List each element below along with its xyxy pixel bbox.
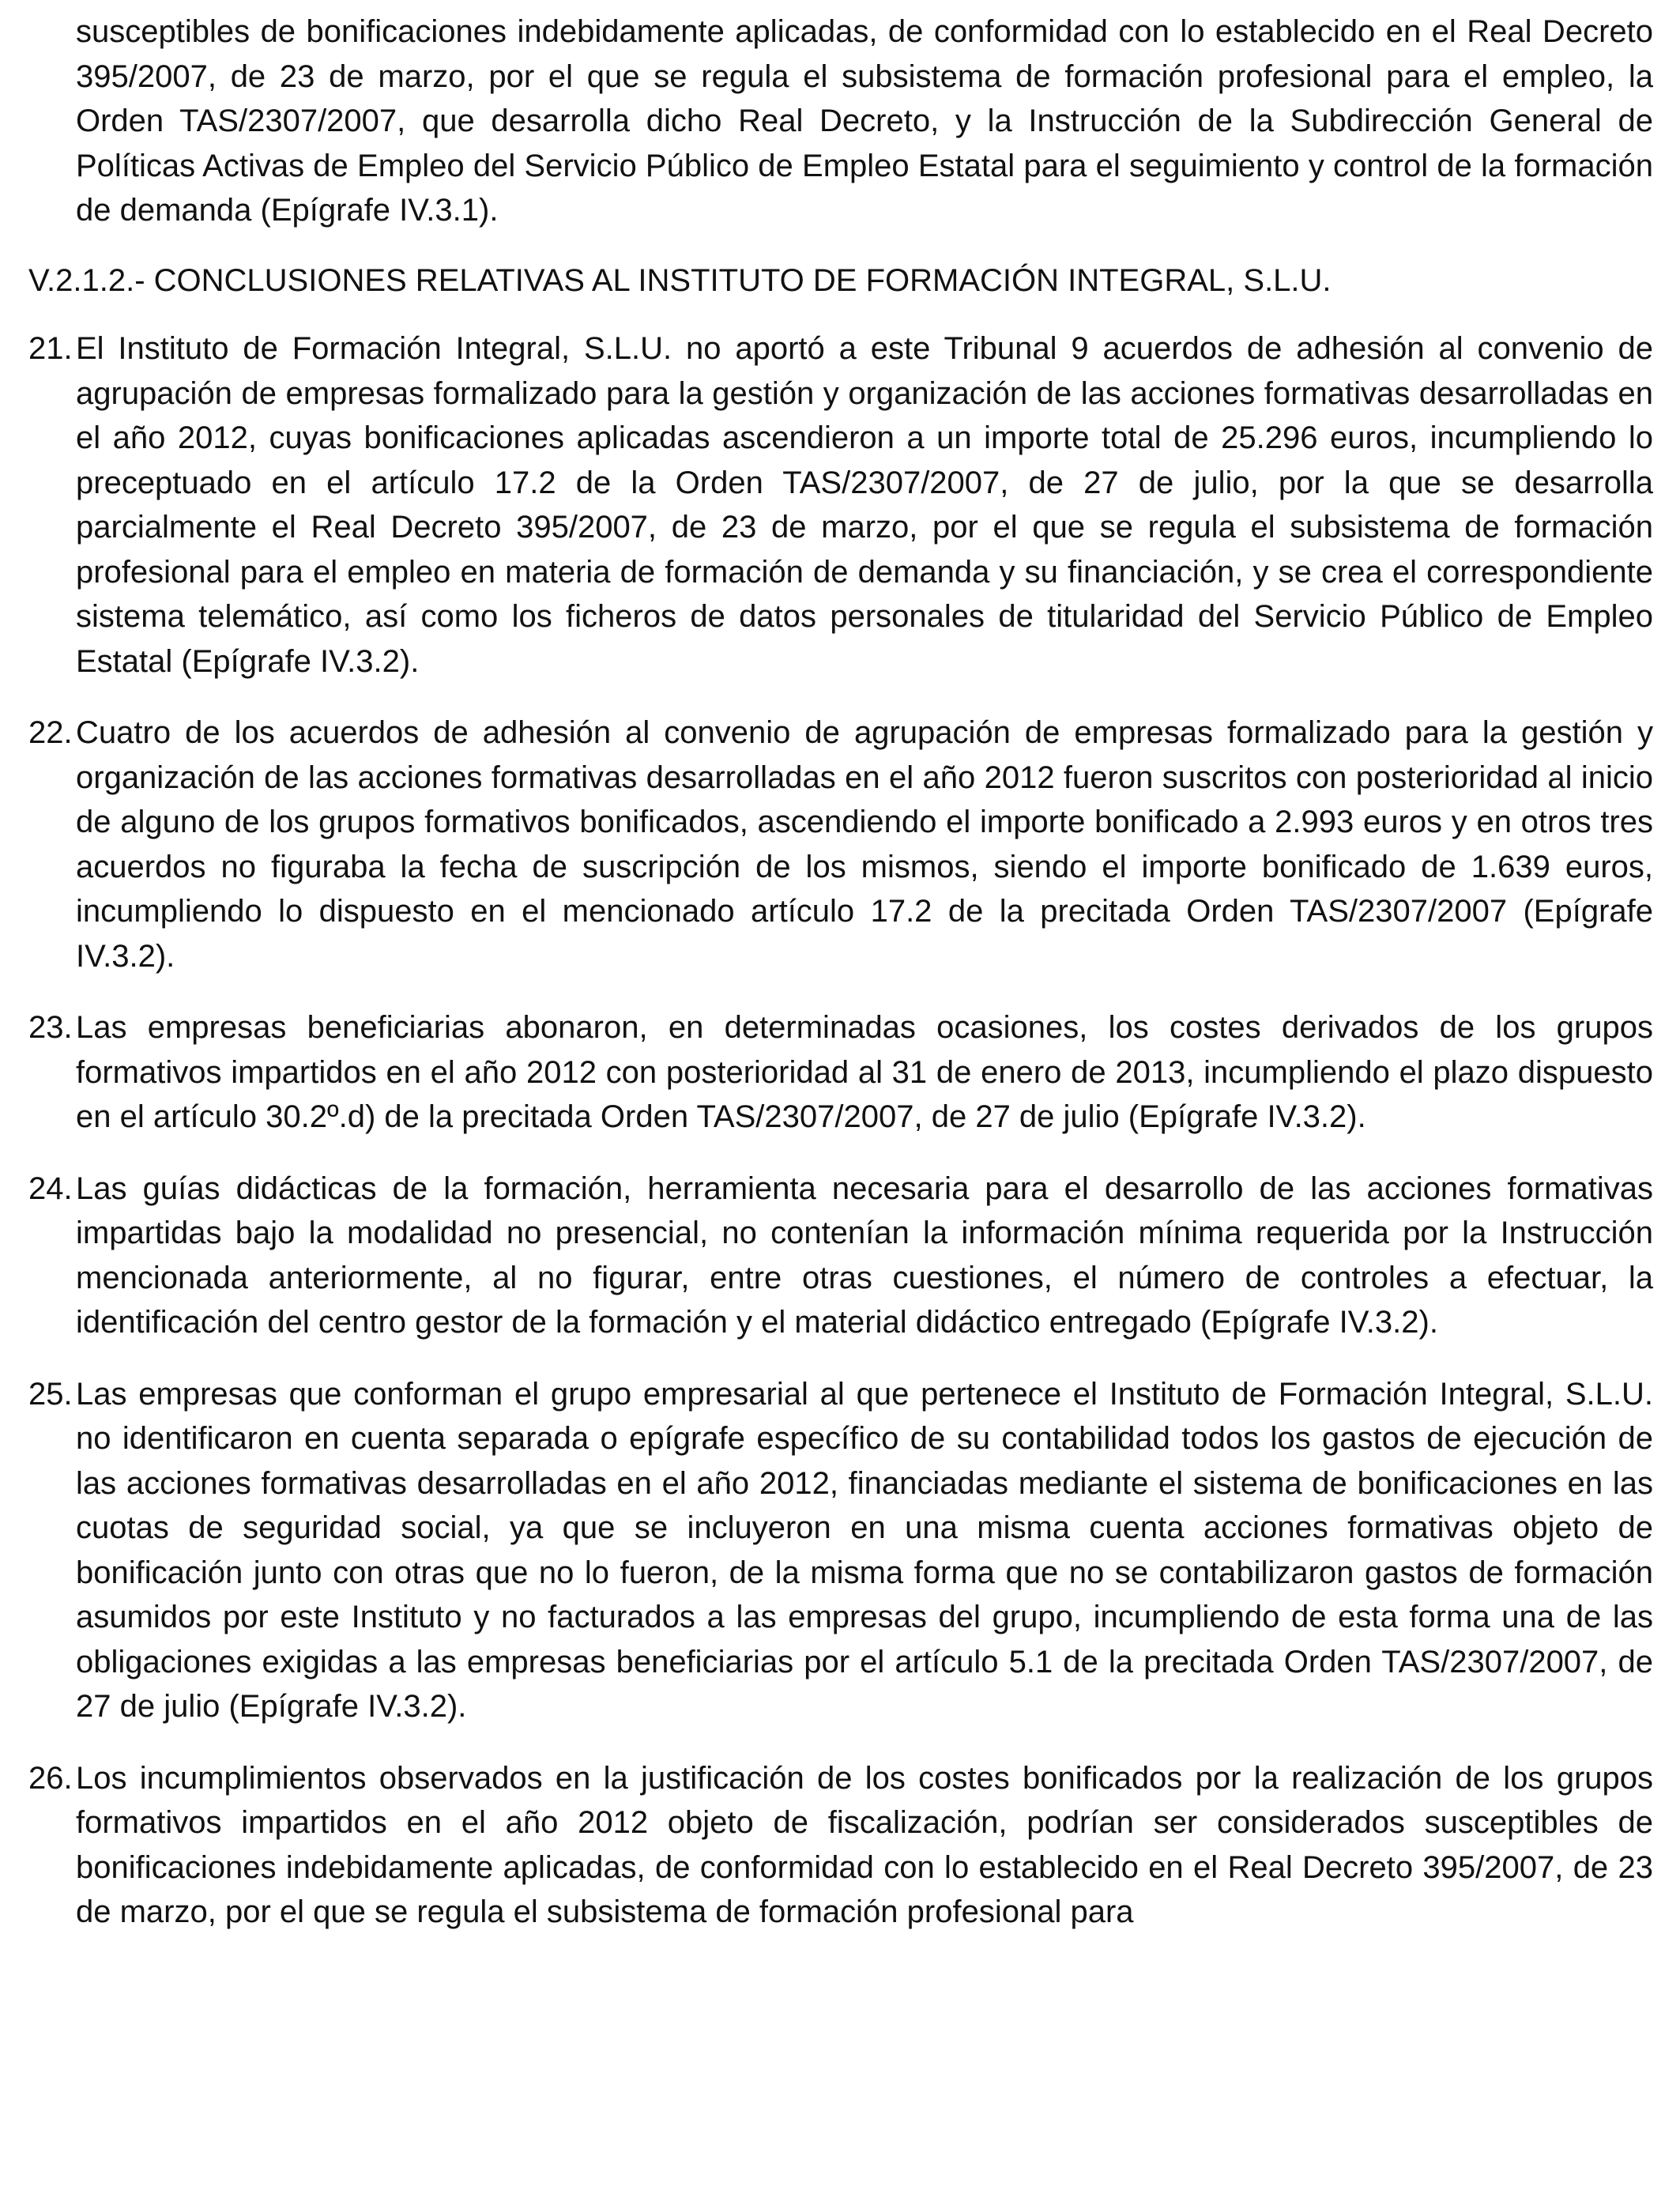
list-item	[28, 326, 1653, 684]
list-item	[28, 1167, 1653, 1345]
item-text: Cuatro de los acuerdos de adhesión al convenio de agrupación de empresas formalizado para la gestión y organización de las acciones formativas desarrolladas en el año 2012 fueron suscritos con posterioridad al inicio de alguno de los grupos formativos bonificados, ascendiendo el importe bonificado a 2.993 euros y en otros tres acuerdos no figuraba la fecha de suscripción de los mismos, siendo el importe bonificado de 1.639 euros, incumpliendo lo dispuesto en el mencionado artículo 17.2 de la precitada Orden TAS/2307/2007 (Epígrafe IV.3.2).	[76, 715, 1653, 974]
document-page	[28, 9, 1653, 1962]
item-number: 21.	[28, 331, 73, 366]
intro-paragraph: susceptibles de bonificaciones indebidamente aplicadas, de conformidad con lo establecido en el Real Decreto 395/2007, de 23 de marzo, por el que se regula el subsistema de formación profesional para el empleo, la Orden TAS/2307/2007, que desarrolla dicho Real Decreto, y la Instrucción de la Subdirección General de Políticas Activas de Empleo del Servicio Público de Empleo Estatal para el seguimiento y control de la formación de demanda (Epígrafe IV.3.1).	[76, 14, 1653, 228]
item-number: 26.	[28, 1760, 73, 1796]
item-text: Las empresas beneficiarias abonaron, en determinadas ocasiones, los costes derivados de los grupos formativos impartidos en el año 2012 con posterioridad al 31 de enero de 2013, incumpliendo el plazo dispuesto en el artículo 30.2º.d) de la precitada Orden TAS/2307/2007, de 27 de julio (Epígrafe IV.3.2).	[76, 1010, 1653, 1134]
item-text: El Instituto de Formación Integral, S.L.U. no aportó a este Tribunal 9 acuerdos de adhesión al convenio de agrupación de empresas formalizado para la gestión y organización de las acciones formativas desarrolladas en el año 2012, cuyas bonificaciones aplicadas ascendieron a un importe total de 25.296 euros, incumpliendo lo preceptuado en el artículo 17.2 de la Orden TAS/2307/2007, de 27 de julio, por la que se desarrolla parcialmente el Real Decreto 395/2007, de 23 de marzo, por el que se regula el subsistema de formación profesional para el empleo en materia de formación de demanda y su financiación, y se crea el correspondiente sistema telemático, así como los ficheros de datos personales de titularidad del Servicio Público de Empleo Estatal (Epígrafe IV.3.2).	[76, 331, 1653, 679]
item-number: 22.	[28, 715, 73, 750]
item-number: 23.	[28, 1010, 73, 1045]
list-item	[28, 1756, 1653, 1935]
item-number: 24.	[28, 1171, 73, 1206]
item-text: Las empresas que conforman el grupo empresarial al que pertenece el Instituto de Formación Integral, S.L.U. no identificaron en cuenta separada o epígrafe específico de su contabilidad todos los gastos de ejecución de las acciones formativas desarrolladas en el año 2012, financiadas mediante el sistema de bonificaciones en las cuotas de seguridad social, ya que se incluyeron en una misma cuenta acciones formativas objeto de bonificación junto con otras que no lo fueron, de la misma forma que no se contabilizaron gastos de formación asumidos por este Instituto y no facturados a las empresas del grupo, incumpliendo de esta forma una de las obligaciones exigidas a las empresas beneficiarias por el artículo 5.1 de la precitada Orden TAS/2307/2007, de 27 de julio (Epígrafe IV.3.2).	[76, 1376, 1653, 1724]
item-text: Los incumplimientos observados en la justificación de los costes bonificados por la realización de los grupos formativos impartidos en el año 2012 objeto de fiscalización, podrían ser considerados susceptibles de bonificaciones indebidamente aplicadas, de conformidad con lo establecido en el Real Decreto 395/2007, de 23 de marzo, por el que se regula el subsistema de formación profesional para	[76, 1760, 1653, 1929]
conclusions-list	[28, 326, 1653, 1935]
list-item	[28, 1372, 1653, 1729]
item-number: 25.	[28, 1376, 73, 1412]
list-item	[28, 711, 1653, 978]
list-item	[28, 1005, 1653, 1140]
item-text: Las guías didácticas de la formación, herramienta necesaria para el desarrollo de las acciones formativas impartidas bajo la modalidad no presencial, no contenían la información mínima requerida por la Instrucción mencionada anteriormente, al no figurar, entre otras cuestiones, el número de controles a efectuar, la identificación del centro gestor de la formación y el material didáctico entregado (Epígrafe IV.3.2).	[76, 1171, 1653, 1340]
section-heading: V.2.1.2.- CONCLUSIONES RELATIVAS AL INSTITUTO DE FORMACIÓN INTEGRAL, S.L.U.	[28, 262, 1332, 298]
